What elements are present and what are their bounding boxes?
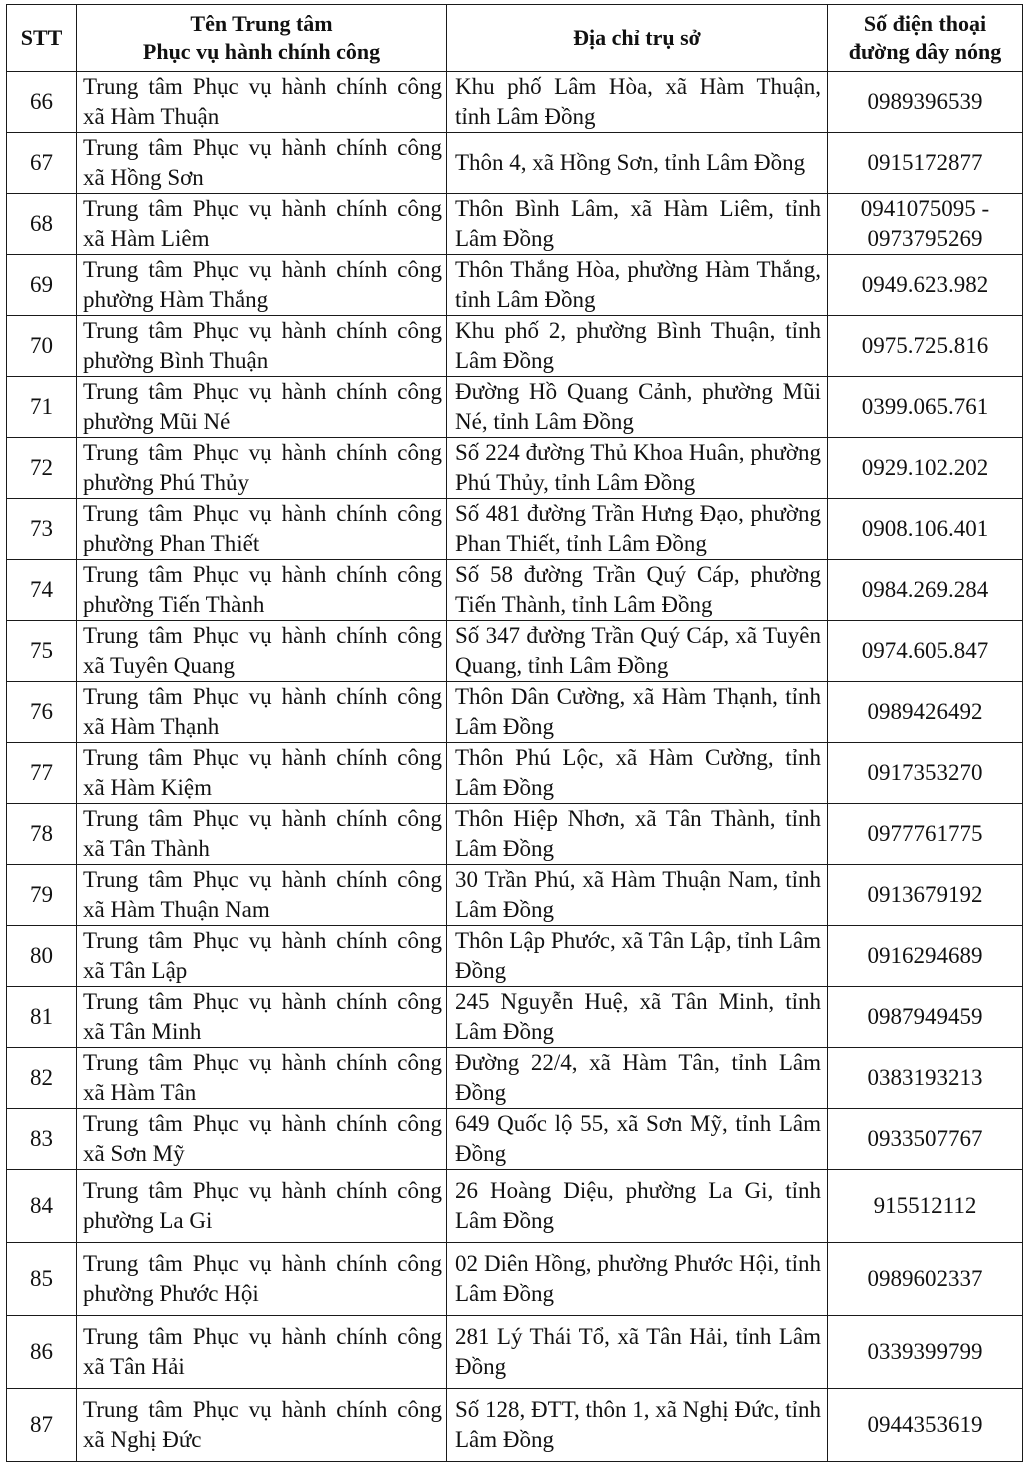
hotline-cell: 0987949459 [828, 987, 1023, 1048]
stt-cell: 70 [7, 316, 77, 377]
table-row [7, 499, 1023, 560]
header-phone [828, 5, 1023, 72]
hotline-cell: 0929.102.202 [828, 438, 1023, 499]
stt-cell: 77 [7, 743, 77, 804]
stt-cell: 87 [7, 1389, 77, 1462]
center-name-cell: Trung tâm Phục vụ hành chính công xã Tân Lập [77, 926, 447, 987]
stt-cell: 82 [7, 1048, 77, 1109]
stt-cell: 85 [7, 1243, 77, 1316]
center-name-cell: Trung tâm Phục vụ hành chính công xã Hàm Kiệm [77, 743, 447, 804]
table-row [7, 987, 1023, 1048]
address-cell: Số 58 đường Trần Quý Cáp, phường Tiến Thành, tỉnh Lâm Đồng [447, 560, 828, 621]
header-phone-line2: đường dây nóng [848, 39, 1002, 64]
hotline-cell: 0989396539 [828, 72, 1023, 133]
hotline-cell: 0949.623.982 [828, 255, 1023, 316]
stt-cell: 84 [7, 1170, 77, 1243]
table-row [7, 1243, 1023, 1316]
address-cell: Số 481 đường Trần Hưng Đạo, phường Phan Thiết, tỉnh Lâm Đồng [447, 499, 828, 560]
address-cell: Số 347 đường Trần Quý Cáp, xã Tuyên Quang, tỉnh Lâm Đồng [447, 621, 828, 682]
table-row [7, 682, 1023, 743]
stt-cell: 72 [7, 438, 77, 499]
table-row [7, 743, 1023, 804]
table-row [7, 194, 1023, 255]
center-name-cell: Trung tâm Phục vụ hành chính công xã Tân Hải [77, 1316, 447, 1389]
stt-cell: 73 [7, 499, 77, 560]
address-cell: 281 Lý Thái Tổ, xã Tân Hải, tỉnh Lâm Đồng [447, 1316, 828, 1389]
table-row [7, 1109, 1023, 1170]
header-row [7, 5, 1023, 72]
header-name-line1: Tên Trung tâm [190, 11, 333, 36]
table-row [7, 438, 1023, 499]
center-name-cell: Trung tâm Phục vụ hành chính công xã Hàm Thạnh [77, 682, 447, 743]
stt-cell: 83 [7, 1109, 77, 1170]
hotline-cell: 0908.106.401 [828, 499, 1023, 560]
stt-cell: 79 [7, 865, 77, 926]
center-name-cell: Trung tâm Phục vụ hành chính công phường Phan Thiết [77, 499, 447, 560]
address-cell: Khu phố Lâm Hòa, xã Hàm Thuận, tỉnh Lâm Đồng [447, 72, 828, 133]
stt-cell: 66 [7, 72, 77, 133]
hotline-cell: 0977761775 [828, 804, 1023, 865]
center-name-cell: Trung tâm Phục vụ hành chính công phường Phước Hội [77, 1243, 447, 1316]
table-row [7, 316, 1023, 377]
address-cell: 30 Trần Phú, xã Hàm Thuận Nam, tỉnh Lâm Đồng [447, 865, 828, 926]
table-row [7, 377, 1023, 438]
header-address: Địa chỉ trụ sở [447, 5, 828, 72]
hotline-cell: 0984.269.284 [828, 560, 1023, 621]
center-name-cell: Trung tâm Phục vụ hành chính công phường Tiến Thành [77, 560, 447, 621]
table-row [7, 133, 1023, 194]
address-cell: Thôn Phú Lộc, xã Hàm Cường, tỉnh Lâm Đồng [447, 743, 828, 804]
center-name-cell: Trung tâm Phục vụ hành chính công phường Phú Thủy [77, 438, 447, 499]
table-row [7, 621, 1023, 682]
address-cell: Thôn Dân Cường, xã Hàm Thạnh, tỉnh Lâm Đồng [447, 682, 828, 743]
center-name-cell: Trung tâm Phục vụ hành chính công xã Hàm Liêm [77, 194, 447, 255]
address-cell: Số 224 đường Thủ Khoa Huân, phường Phú Thủy, tỉnh Lâm Đồng [447, 438, 828, 499]
center-name-cell: Trung tâm Phục vụ hành chính công phường Hàm Thắng [77, 255, 447, 316]
hotline-cell: 0944353619 [828, 1389, 1023, 1462]
center-name-cell: Trung tâm Phục vụ hành chính công phường La Gi [77, 1170, 447, 1243]
stt-cell: 67 [7, 133, 77, 194]
hotline-cell: 0915172877 [828, 133, 1023, 194]
centers-table [6, 4, 1023, 1462]
address-cell: Khu phố 2, phường Bình Thuận, tỉnh Lâm Đồng [447, 316, 828, 377]
hotline-cell: 0916294689 [828, 926, 1023, 987]
hotline-cell: 0989602337 [828, 1243, 1023, 1316]
stt-cell: 68 [7, 194, 77, 255]
address-cell: Thôn Thắng Hòa, phường Hàm Thắng, tỉnh Lâm Đồng [447, 255, 828, 316]
stt-cell: 78 [7, 804, 77, 865]
table-row [7, 1316, 1023, 1389]
hotline-cell: 0933507767 [828, 1109, 1023, 1170]
hotline-cell: 0913679192 [828, 865, 1023, 926]
center-name-cell: Trung tâm Phục vụ hành chính công xã Hàm Thuận [77, 72, 447, 133]
address-cell: Đường 22/4, xã Hàm Tân, tỉnh Lâm Đồng [447, 1048, 828, 1109]
header-phone-line1: Số điện thoại [863, 11, 987, 36]
hotline-cell: 0975.725.816 [828, 316, 1023, 377]
stt-cell: 80 [7, 926, 77, 987]
header-stt: STT [7, 5, 77, 72]
stt-cell: 86 [7, 1316, 77, 1389]
stt-cell: 69 [7, 255, 77, 316]
address-cell: 649 Quốc lộ 55, xã Sơn Mỹ, tỉnh Lâm Đồng [447, 1109, 828, 1170]
hotline-cell: 0917353270 [828, 743, 1023, 804]
address-cell: Đường Hồ Quang Cảnh, phường Mũi Né, tỉnh Lâm Đồng [447, 377, 828, 438]
stt-cell: 81 [7, 987, 77, 1048]
center-name-cell: Trung tâm Phục vụ hành chính công xã Hồng Sơn [77, 133, 447, 194]
hotline-cell: 915512112 [828, 1170, 1023, 1243]
address-cell: Thôn 4, xã Hồng Sơn, tỉnh Lâm Đồng [447, 133, 828, 194]
address-cell: Thôn Bình Lâm, xã Hàm Liêm, tỉnh Lâm Đồng [447, 194, 828, 255]
center-name-cell: Trung tâm Phục vụ hành chính công xã Nghị Đức [77, 1389, 447, 1462]
stt-cell: 76 [7, 682, 77, 743]
hotline-cell: 0399.065.761 [828, 377, 1023, 438]
hotline-cell: 0339399799 [828, 1316, 1023, 1389]
center-name-cell: Trung tâm Phục vụ hành chính công phường Mũi Né [77, 377, 447, 438]
hotline-cell: 0974.605.847 [828, 621, 1023, 682]
center-name-cell: Trung tâm Phục vụ hành chính công xã Tân Minh [77, 987, 447, 1048]
header-center-name [77, 5, 447, 72]
stt-cell: 71 [7, 377, 77, 438]
center-name-cell: Trung tâm Phục vụ hành chính công xã Hàm Tân [77, 1048, 447, 1109]
center-name-cell: Trung tâm Phục vụ hành chính công xã Tân Thành [77, 804, 447, 865]
center-name-cell: Trung tâm Phục vụ hành chính công xã Tuyên Quang [77, 621, 447, 682]
stt-cell: 74 [7, 560, 77, 621]
address-cell: 02 Diên Hồng, phường Phước Hội, tỉnh Lâm Đồng [447, 1243, 828, 1316]
address-cell: 245 Nguyễn Huệ, xã Tân Minh, tỉnh Lâm Đồng [447, 987, 828, 1048]
header-name-line2: Phục vụ hành chính công [142, 39, 381, 64]
table-row [7, 255, 1023, 316]
table-row [7, 804, 1023, 865]
table-row [7, 1048, 1023, 1109]
hotline-cell: 0383193213 [828, 1048, 1023, 1109]
address-cell: Số 128, ĐTT, thôn 1, xã Nghị Đức, tỉnh Lâm Đồng [447, 1389, 828, 1462]
table-row [7, 72, 1023, 133]
table-row [7, 1389, 1023, 1462]
address-cell: 26 Hoàng Diệu, phường La Gi, tỉnh Lâm Đồng [447, 1170, 828, 1243]
table-row [7, 865, 1023, 926]
table-row [7, 560, 1023, 621]
hotline-cell: 0989426492 [828, 682, 1023, 743]
stt-cell: 75 [7, 621, 77, 682]
table-row [7, 1170, 1023, 1243]
hotline-cell: 0941075095 - 0973795269 [828, 194, 1023, 255]
address-cell: Thôn Hiệp Nhơn, xã Tân Thành, tỉnh Lâm Đồng [447, 804, 828, 865]
center-name-cell: Trung tâm Phục vụ hành chính công xã Hàm Thuận Nam [77, 865, 447, 926]
table-row [7, 926, 1023, 987]
center-name-cell: Trung tâm Phục vụ hành chính công phường Bình Thuận [77, 316, 447, 377]
address-cell: Thôn Lập Phước, xã Tân Lập, tỉnh Lâm Đồng [447, 926, 828, 987]
center-name-cell: Trung tâm Phục vụ hành chính công xã Sơn Mỹ [77, 1109, 447, 1170]
